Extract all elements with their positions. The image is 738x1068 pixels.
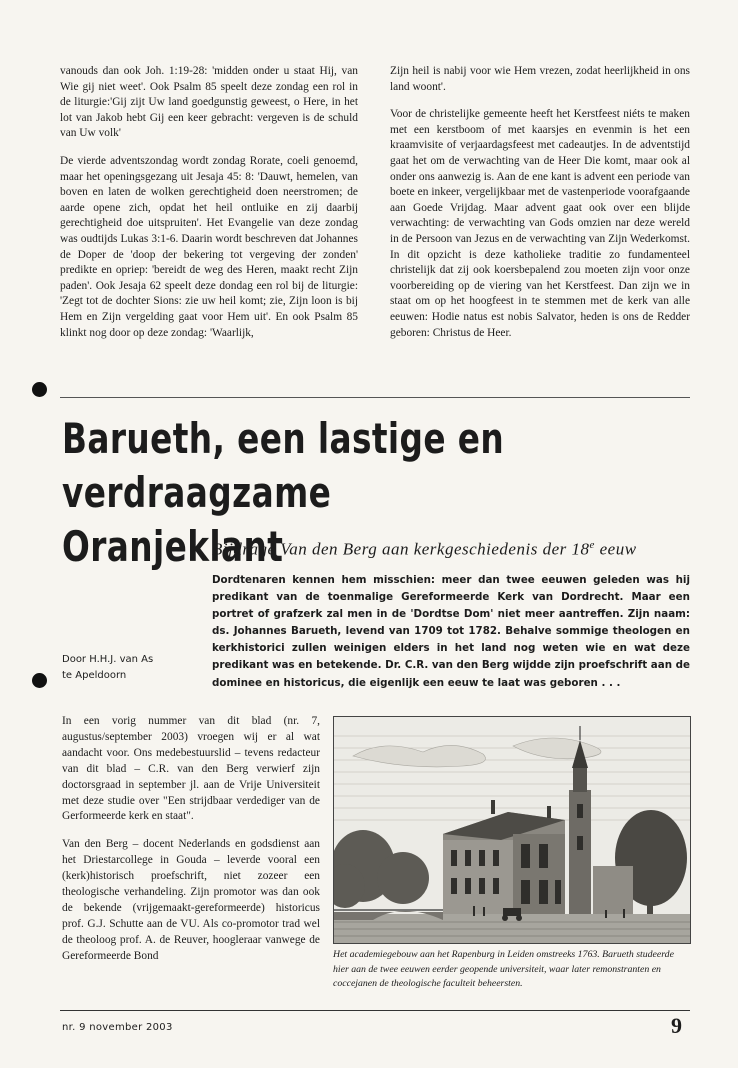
paragraph: Van den Berg – docent Nederlands en godsdienst aan het Driestarcollege in Gouda – leverde vooral een (kerk)historisch proefschrift, niet zozeer een theologische verhandeling. Zijn promotor was dan ook de bekende (vrijgemaakt-gereformeerde) historicus prof. G.J. Schutte aan de VU. Als co-promotor trad wel de theoloog prof. A. de Reuver, hoogleraar vanwege de Gereformeerde Bond bbox=[62, 838, 320, 962]
paragraph: Zijn heil is nabij voor wie Hem vrezen, zodat heerlijkheid in ons land woont'. bbox=[390, 65, 690, 93]
article-subtitle bbox=[212, 539, 692, 560]
paragraph: vanouds dan ook Joh. 1:19-28: 'midden onder u staat Hij, van Wie gij niet weet'. Ook Psalm 85 speelt deze zondag een rol in de liturgie:'Gij zijt Uw land goedgunstig geweest, o Here, in het lot van Jakob hebt Gij een keer gebracht: vergeven is de schuld van Uw volk' bbox=[60, 65, 358, 140]
headline-line-2: verdraagzame Oranjeklant bbox=[62, 468, 332, 571]
subtitle-text: Bijdrage Van den Berg aan kerkgeschiedenis der 18 bbox=[212, 539, 590, 559]
headline-line-1: Barueth, een lastige en bbox=[62, 414, 505, 463]
photo-caption: Het academiegebouw aan het Rapenburg in Leiden omstreeks 1763. Barueth studeerde hier aan de twee eeuwen eerder geopende universiteit, waar later remonstranten en coccejanen de theologische faculteit beheersten. bbox=[333, 949, 674, 989]
paragraph: De vierde adventszondag wordt zondag Rorate, coeli genoemd, maar het openingsgezang uit Jesaja 45: 8: 'Dauwt, hemelen, van boven en laten de wolken gerechtigheid doen neerstromen; de aarde opene zich, opdat het heil ontluike en zij daarbij gerechtigheid doe uitspruiten'. Het Evangelie van deze zondag was oudtijds Lukas 3:1-6. Daarin wordt beschreven dat Johannes de Doper de 'doop der bekering tot vergeving der zonden' predikte en opriep: 'bereidt de weg des Heren, maakt recht Zijn paden'. Ook Jesaja 62 speelt deze dondag een rol bij de liturgie: 'Zegt tot de dochter Sions: zie uw heil komt; zie, Zijn loon is bij Hem en Zijn vergelding gaat voor Hem uit'. En ook Psalm 85 klinkt nog door op deze zondag: 'Waarlijk, bbox=[60, 154, 358, 339]
article-body bbox=[62, 714, 320, 977]
academy-building-engraving bbox=[333, 716, 691, 944]
margin-bullet bbox=[32, 382, 47, 397]
byline-location: te Apeldoorn bbox=[62, 670, 127, 681]
paragraph: Voor de christelijke gemeente heeft het Kerstfeest niéts te maken met een kerstboom of met kaarsjes en evenmin is het een kraamvisite of verjaardagsfeest met cadeautjes. In de adventstijd gaat het om de verwachting van de Heer Die komt, maar ook al onder ons aanwezig is. Aan de ene kant is advent een periode van boete en inkeer, vergelijkbaar met de vastenperiode voorafgaande aan Goede Vrijdag. Maar advent gaat ook over een blijde verwachting: de verwachting van Gods omzien nar deze wereld in de Persoon van Jezus en de verwachting van Zijn Wederkomst. In dit opzicht is deze katholieke traditie zo fundamenteel christelijk dat zij ook koersbepalend zou moeten zijn voor onze voorbereiding op de viering van het Kerstfeest. Dan zijn we in staat om op het hoogfeest in te stemmen met de kerk van alle eeuwen: Hodie natus est nobis Salvator, heden is ons de Redder geboren: Christus de Heer. bbox=[390, 108, 690, 339]
footer-divider bbox=[60, 1010, 690, 1011]
byline-author: Door H.H.J. van As bbox=[62, 654, 154, 665]
article-intro: Dordtenaren kennen hem misschien: meer dan twee eeuwen geleden was hij predikant van de toenmalige Gereformeerde Kerk van Dordrecht. Maar een portret of grafzerk zal men in de 'Dordtse Dom' niet meer aantreffen. Zijn naam: ds. Johannes Barueth, levend van 1709 tot 1782. Behalve sommige theologen en kerkhistorici zullen weinigen elders in het land nog weten wie en wat deze predikant was en betekende. Dr. C.R. van den Berg wijdde zijn proefschrift aan de dominee en historicus, die eigenlijk een eeuw te laat was geboren . . . bbox=[212, 574, 690, 689]
subtitle-superscript: e bbox=[589, 539, 595, 551]
section-divider bbox=[60, 397, 690, 398]
byline bbox=[62, 652, 202, 684]
page-number: 9 bbox=[671, 1013, 682, 1038]
top-left-column bbox=[60, 64, 358, 353]
subtitle-end: eeuw bbox=[594, 539, 637, 559]
top-right-column bbox=[390, 64, 690, 353]
issue-label: nr. 9 november 2003 bbox=[62, 1022, 173, 1033]
margin-bullet bbox=[32, 673, 47, 688]
paragraph: In een vorig nummer van dit blad (nr. 7, augustus/september 2003) vroegen wij er al wat aandacht voor. Ons medebestuurslid – tevens redacteur van dit blad – C.R. van den Berg verwierf zijn doctorsgraad in september jl. aan de Vrije Universiteit met deze studie over "Een strijdbaar verdediger van de Gerformeerde kerk en staat". bbox=[62, 715, 320, 823]
